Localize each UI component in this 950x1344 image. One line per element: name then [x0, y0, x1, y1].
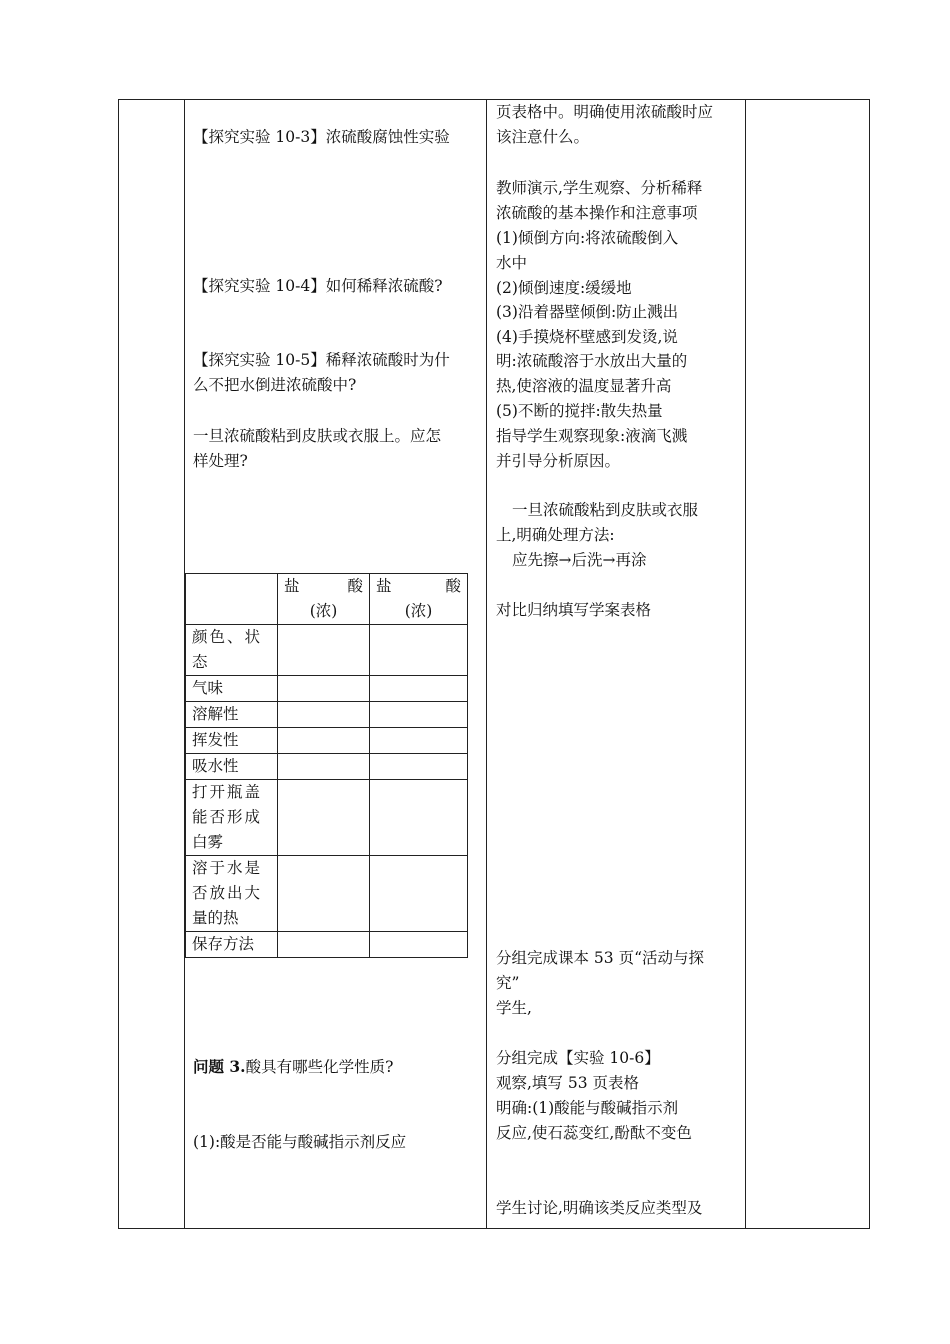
right-text: 分组完成课本 53 页“活动与探 [496, 949, 705, 967]
row-label-solubility: 溶解性 [186, 702, 278, 728]
question-3-sub1: (1):酸是否能与酸碱指示剂反应 [193, 1133, 407, 1151]
right-text: (3)沿着器壁倾倒:防止溅出 [496, 303, 679, 321]
right-text: 教师演示,学生观察、分析稀释 [496, 179, 703, 197]
table-row [186, 625, 468, 676]
table-cell [278, 702, 370, 728]
table-row [186, 728, 468, 754]
right-text: 观察,填写 53 页表格 [496, 1074, 640, 1092]
right-text: 水中 [496, 254, 528, 272]
table-row [186, 780, 468, 856]
right-text: 分组完成【实验 10-6】 [496, 1049, 660, 1067]
table-row [186, 676, 468, 702]
right-text: (4)手摸烧杯壁感到发烫,说 [496, 328, 678, 346]
skin-question-line1: 一旦浓硫酸粘到皮肤或衣服上。应怎 [193, 427, 442, 445]
table-row [186, 932, 468, 958]
acid-comparison-table [185, 573, 468, 958]
table-header-empty [186, 574, 278, 625]
table-cell [278, 856, 370, 932]
row-label-storage: 保存方法 [186, 932, 278, 958]
row-label-heat-release: 溶于水是 否放出大 量的热 [186, 856, 278, 932]
right-text: 对比归纳填写学案表格 [496, 601, 652, 619]
right-text: 应先擦→后洗→再涂 [512, 551, 647, 569]
right-text: 明确:(1)酸能与酸碱指示剂 [496, 1099, 679, 1117]
experiment-10-5-line1: 【探究实验 10-5】稀释浓硫酸时为什 [193, 351, 450, 369]
experiment-10-5-line2: 么不把水倒进浓硫酸中? [193, 376, 357, 394]
right-text: (1)倾倒方向:将浓硫酸倒入 [496, 229, 679, 247]
table-header-col1: 盐 酸 (浓) [278, 574, 370, 625]
right-text: (5)不断的搅拌:散失热量 [496, 402, 663, 420]
right-text: 反应,使石蕊变红,酚酞不变色 [496, 1124, 692, 1142]
table-cell [278, 728, 370, 754]
table-cell [370, 754, 468, 780]
right-text: 浓硫酸的基本操作和注意事项 [496, 204, 698, 222]
table-cell [278, 754, 370, 780]
row-label-color-state: 颜色、状 态 [186, 625, 278, 676]
right-text: 页表格中。明确使用浓硫酸时应 [496, 103, 714, 121]
skin-question-line2: 样处理? [193, 452, 248, 470]
right-text: 学生, [496, 999, 532, 1017]
column-divider-2 [486, 99, 487, 1229]
table-cell [278, 932, 370, 958]
table-cell [370, 676, 468, 702]
right-text: 一旦浓硫酸粘到皮肤或衣服 [512, 501, 699, 519]
right-text: 学生讨论,明确该类反应类型及 [496, 1199, 703, 1217]
right-text: 指导学生观察现象:液滴飞溅 [496, 427, 688, 445]
table-row [186, 702, 468, 728]
table-cell [370, 780, 468, 856]
row-label-white-fog: 打开瓶盖 能否形成 白雾 [186, 780, 278, 856]
table-cell [278, 625, 370, 676]
table-cell [370, 932, 468, 958]
row-label-volatility: 挥发性 [186, 728, 278, 754]
right-text: 上,明确处理方法: [496, 526, 615, 544]
row-label-hygroscopic: 吸水性 [186, 754, 278, 780]
right-text: 热,使溶液的温度显著升高 [496, 377, 672, 395]
table-header-row [186, 574, 468, 625]
table-cell [370, 625, 468, 676]
table-cell [278, 676, 370, 702]
experiment-10-4-title: 【探究实验 10-4】如何稀释浓硫酸? [193, 277, 443, 295]
right-text: (2)倾倒速度:缓缓地 [496, 279, 632, 297]
table-cell [278, 780, 370, 856]
table-row [186, 856, 468, 932]
right-text: 并引导分析原因。 [496, 452, 621, 470]
right-text: 该注意什么。 [496, 128, 590, 146]
question-3: 问题 3.酸具有哪些化学性质? [193, 1057, 394, 1076]
table-cell [370, 856, 468, 932]
row-label-odor: 气味 [186, 676, 278, 702]
experiment-10-3-title: 【探究实验 10-3】浓硫酸腐蚀性实验 [193, 128, 450, 146]
right-text: 明:浓硫酸溶于水放出大量的 [496, 352, 688, 370]
table-cell [370, 728, 468, 754]
right-text: 究” [496, 974, 520, 992]
column-divider-3 [745, 99, 746, 1229]
table-row [186, 754, 468, 780]
table-cell [370, 702, 468, 728]
table-header-col2: 盐 酸 (浓) [370, 574, 468, 625]
